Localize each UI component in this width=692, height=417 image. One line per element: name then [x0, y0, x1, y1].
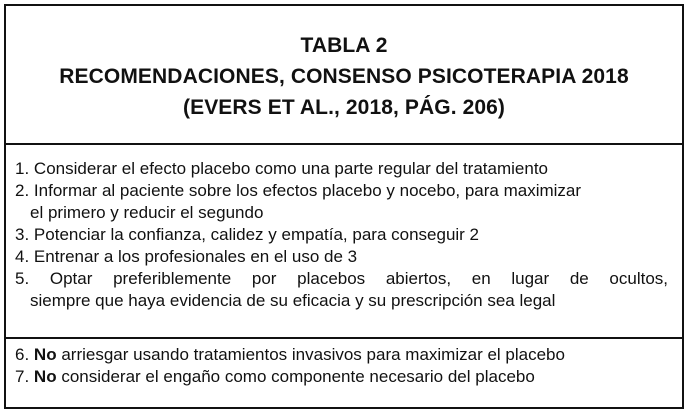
- list-item: [15, 224, 668, 246]
- list-item-line: [15, 180, 668, 202]
- list-item: [15, 158, 668, 180]
- list-item-number: 3.: [15, 225, 30, 244]
- table-2-box: [4, 4, 684, 409]
- list-item: [15, 366, 668, 388]
- list-item-line: [15, 366, 668, 388]
- list-item-line: [15, 344, 668, 366]
- list-item-number: 1.: [15, 159, 30, 178]
- list-item-number: 2.: [15, 181, 30, 200]
- list-item-text: considerar el engaño como componente necesario del placebo: [61, 367, 535, 386]
- list-item-line: [15, 246, 668, 268]
- list-item-text: Considerar el efecto placebo como una parte regular del tratamiento: [33, 159, 548, 178]
- list-item: [15, 246, 668, 268]
- list-item-line: [15, 158, 668, 180]
- table-title: TABLA 2: [300, 34, 388, 57]
- recommendations-section: [6, 145, 682, 339]
- list-item-continuation: el primero y reducir el segundo: [30, 203, 264, 222]
- list-item-text: Optar preferiblemente por placebos abiertos, en lugar de ocultos,: [49, 269, 668, 288]
- table-header: [6, 6, 682, 145]
- list-item: [15, 344, 668, 366]
- prohibitions-section: [6, 339, 682, 388]
- list-item-number: 6.: [15, 345, 30, 364]
- list-item-number: 5.: [15, 269, 30, 288]
- list-item-continuation: siempre que haya evidencia de su eficacia y su prescripción sea legal: [30, 291, 556, 310]
- list-item-text: Informar al paciente sobre los efectos placebo y nocebo, para maximizar: [33, 181, 582, 200]
- emphasis-no: No: [33, 345, 57, 364]
- list-item-text: Entrenar a los profesionales en el uso de 3: [33, 247, 358, 266]
- table-source: (EVERS ET AL., 2018, PÁG. 206): [183, 96, 505, 119]
- list-item: [15, 268, 668, 312]
- emphasis-no: No: [33, 367, 57, 386]
- table-subtitle: RECOMENDACIONES, CONSENSO PSICOTERAPIA 2018: [59, 65, 629, 88]
- list-item-line: [15, 224, 668, 246]
- list-item-text: Potenciar la confianza, calidez y empatía, para conseguir 2: [33, 225, 480, 244]
- list-item-number: 4.: [15, 247, 30, 266]
- list-item-text: arriesgar usando tratamientos invasivos para maximizar el placebo: [61, 345, 565, 364]
- list-item-number: 7.: [15, 367, 30, 386]
- list-item-line: [15, 268, 668, 290]
- list-item: [15, 180, 668, 224]
